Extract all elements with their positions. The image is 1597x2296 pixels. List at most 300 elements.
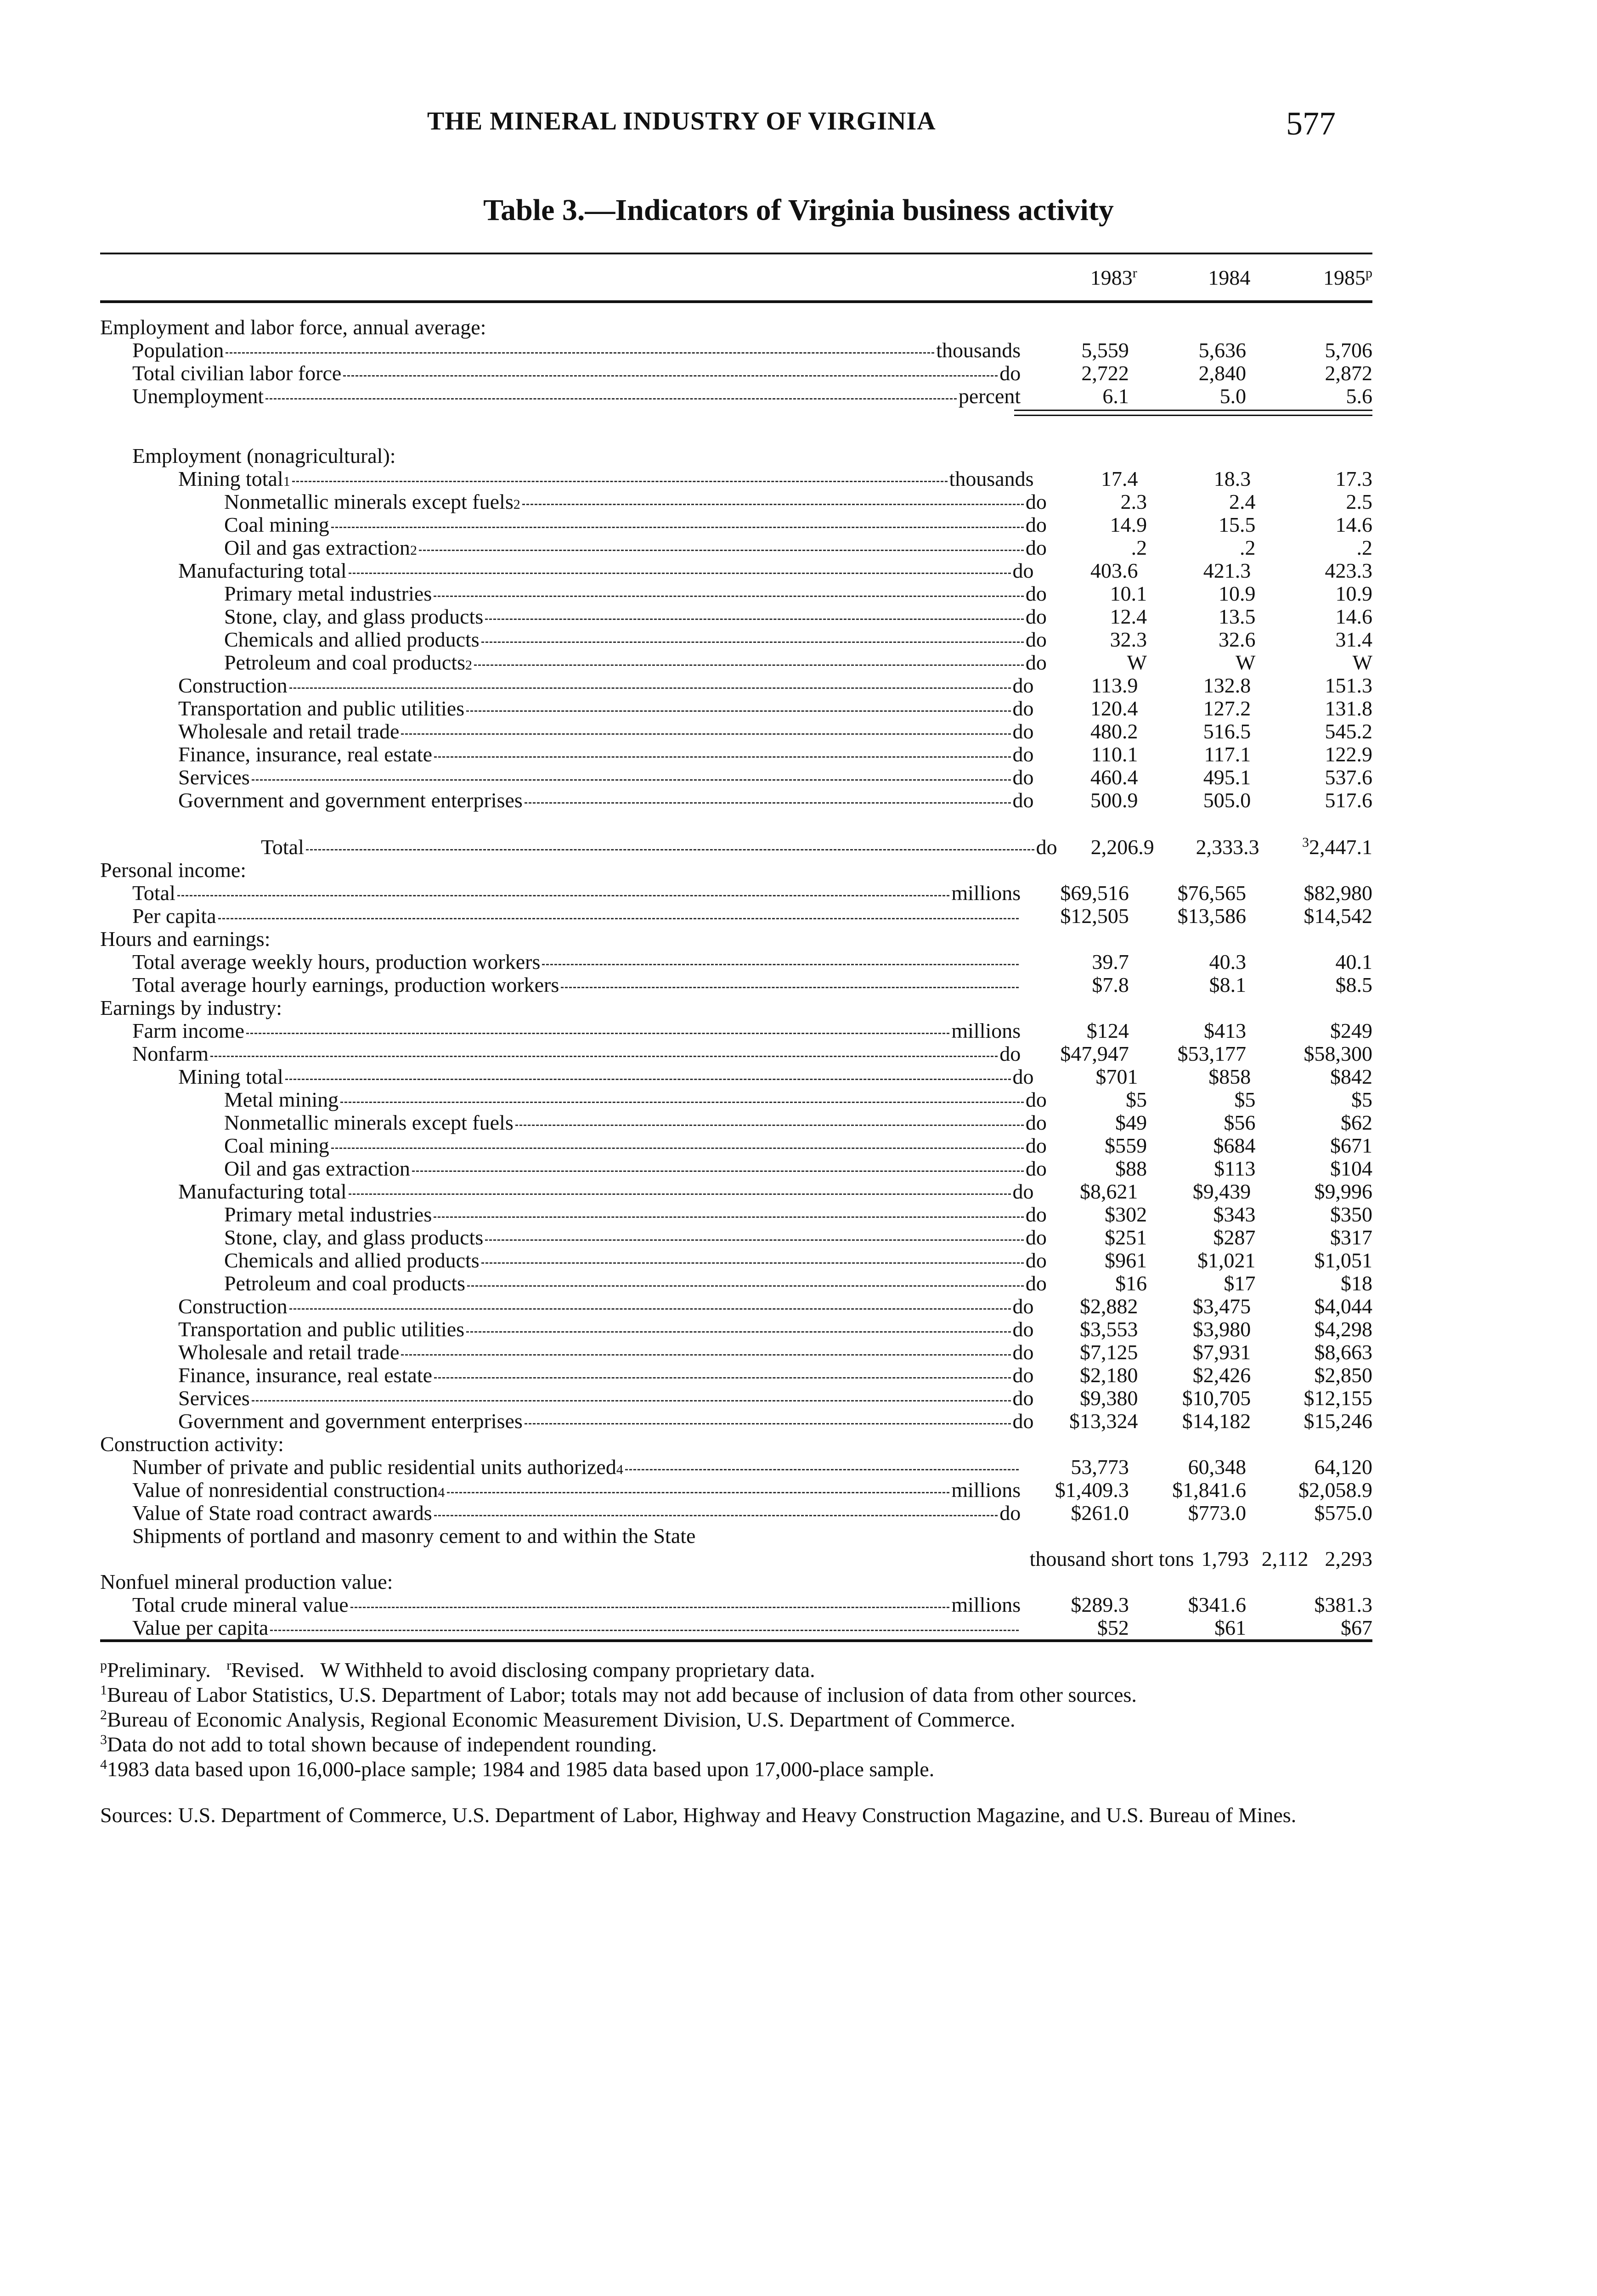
row-unit: do <box>1025 651 1047 674</box>
cell-1983 <box>1021 951 1129 974</box>
row-label <box>100 1180 1034 1203</box>
dot-leader <box>349 1193 1011 1195</box>
row-label-text: Metal mining <box>224 1088 339 1111</box>
cell-value: $5 <box>1234 1088 1256 1111</box>
cell-1984 <box>1147 582 1255 605</box>
dot-leader <box>401 1354 1010 1356</box>
table-row <box>100 490 1372 513</box>
row-label <box>100 1548 1194 1570</box>
dot-leader <box>474 664 1024 666</box>
cell-value: $9,996 <box>1314 1180 1372 1203</box>
table-row <box>100 362 1372 385</box>
cell-value: $7,931 <box>1192 1340 1251 1364</box>
cell-1984 <box>1138 1318 1251 1341</box>
table-row <box>100 628 1372 651</box>
cell-1984 <box>1154 836 1259 859</box>
table-row <box>100 905 1372 928</box>
row-label <box>100 905 1021 928</box>
page-number: 577 <box>1286 105 1336 142</box>
row-unit: do <box>1025 582 1047 605</box>
cell-1985 <box>1251 1410 1372 1433</box>
row-unit: do <box>1025 1111 1047 1134</box>
table-row <box>100 1341 1372 1364</box>
cell-1984 <box>1138 743 1251 766</box>
cell-value: 32.6 <box>1218 628 1256 651</box>
table-title: Table 3.—Indicators of Virginia business activity <box>483 193 1114 227</box>
cell-1985 <box>1251 766 1372 789</box>
cell-value: 480.2 <box>1090 720 1138 743</box>
cell-1985 <box>1246 362 1372 385</box>
cell-1985 <box>1255 605 1372 628</box>
cell-1983 <box>1034 1341 1138 1364</box>
row-label-text: Primary metal industries <box>224 582 432 605</box>
cell-value: $1,021 <box>1197 1249 1256 1272</box>
table-row <box>100 789 1372 812</box>
cell-1983 <box>1034 720 1138 743</box>
row-label <box>100 1341 1034 1364</box>
cell-1984 <box>1147 605 1255 628</box>
cell-1983 <box>1021 1456 1129 1479</box>
row-label-text: Employment (nonagricultural): <box>132 445 396 467</box>
row-label-text: Nonmetallic minerals except fuels <box>224 1111 514 1134</box>
cell-1983 <box>1021 1593 1129 1616</box>
row-label-text: Wholesale and retail trade <box>178 720 400 743</box>
cell-1984 <box>1129 1456 1246 1479</box>
row-label <box>100 559 1034 582</box>
cell-1984 <box>1147 1088 1255 1111</box>
row-label-text: Manufacturing total <box>178 1180 347 1203</box>
cell-value: $251 <box>1105 1226 1147 1249</box>
row-unit: do <box>1025 536 1047 559</box>
row-unit: do <box>1025 1249 1047 1272</box>
row-label: Petroleum and coal products 2 do <box>224 651 1047 674</box>
cell-1985 <box>1255 1203 1372 1226</box>
row-unit: millions <box>951 1593 1021 1616</box>
cell-value: $47,947 <box>1060 1042 1129 1065</box>
cell-value: 17.4 <box>1100 467 1138 490</box>
cell-value: 5.0 <box>1219 384 1247 408</box>
dot-leader <box>525 802 1011 804</box>
dot-leader <box>210 1056 998 1057</box>
row-unit: do <box>1025 513 1047 536</box>
row-label-text: Population <box>132 339 224 362</box>
row-unit: do <box>1012 1364 1034 1387</box>
cell-value: 421.3 <box>1203 559 1251 582</box>
dot-leader <box>265 398 957 400</box>
cell-value: $317 <box>1330 1226 1372 1249</box>
cell-1985 <box>1251 1180 1372 1203</box>
cell-value: $62 <box>1341 1111 1372 1134</box>
cell-value: W <box>1236 651 1256 674</box>
row-unit: do <box>1012 720 1034 743</box>
cell-value: 2,293 <box>1325 1547 1372 1570</box>
row-label: Number of private and public residential units authorized 4 <box>100 1456 1021 1479</box>
cell-1983 <box>1021 385 1129 408</box>
dot-leader <box>270 1630 1019 1631</box>
cell-value: $14,542 <box>1304 904 1372 928</box>
row-label <box>100 1318 1034 1341</box>
cell-1985 <box>1309 1548 1372 1570</box>
row-unit: thousands <box>936 339 1021 362</box>
cell-value: 14.9 <box>1110 513 1147 536</box>
row-label <box>100 674 1034 697</box>
cell-value: $961 <box>1105 1249 1147 1272</box>
cell-value: $343 <box>1213 1203 1256 1226</box>
row-label-text: Petroleum and coal products <box>224 1272 466 1295</box>
cell-value: $5 <box>1351 1088 1372 1111</box>
cell-value: $1,409.3 <box>1055 1478 1129 1502</box>
cell-value: $49 <box>1115 1111 1147 1134</box>
cell-value: 423.3 <box>1325 559 1372 582</box>
dot-leader <box>522 504 1024 505</box>
table-notes <box>100 1658 1372 1828</box>
row-label-text: Value per capita <box>132 1616 269 1639</box>
cell-1983 <box>1047 1157 1147 1180</box>
cell-1983 <box>1034 766 1138 789</box>
dot-leader <box>561 987 1019 988</box>
cell-value: 1,793 <box>1201 1547 1249 1570</box>
cell-value: $3,475 <box>1192 1294 1251 1318</box>
row-label-text: Finance, insurance, real estate <box>178 743 433 766</box>
dot-leader <box>542 964 1019 965</box>
table-row <box>100 928 1372 951</box>
cell-value: W <box>1352 651 1372 674</box>
dot-leader <box>434 1216 1024 1218</box>
row-label <box>100 1593 1021 1616</box>
cell-value: $3,553 <box>1079 1317 1138 1341</box>
row-label-text: Total civilian labor force <box>132 362 342 385</box>
cell-1983 <box>1047 1226 1147 1249</box>
cell-value: $12,505 <box>1060 904 1129 928</box>
cell-value: 10.1 <box>1110 582 1147 605</box>
cell-value: $249 <box>1330 1019 1372 1042</box>
cell-1985 <box>1255 1249 1372 1272</box>
row-label <box>100 1364 1034 1387</box>
table-row <box>100 1065 1372 1088</box>
cell-1984 <box>1138 1410 1251 1433</box>
row-label-text: Stone, clay, and glass products <box>224 1226 484 1249</box>
cell-1984 <box>1147 1249 1255 1272</box>
row-unit: do <box>1012 1410 1034 1433</box>
cell-value: $124 <box>1086 1019 1129 1042</box>
dot-leader <box>419 550 1024 551</box>
row-label-text: Mining total <box>178 467 283 490</box>
cell-value: $15,246 <box>1304 1409 1372 1433</box>
cell-1984 <box>1129 1616 1246 1639</box>
cell-value: $5 <box>1126 1088 1147 1111</box>
cell-1985 <box>1251 697 1372 720</box>
cell-1983 <box>1021 339 1129 362</box>
cell-value: 495.1 <box>1203 765 1251 789</box>
row-label <box>100 513 1047 536</box>
cell-1984 <box>1147 651 1255 674</box>
table-row <box>100 951 1372 974</box>
row-unit: do <box>1012 789 1034 812</box>
row-label <box>100 1295 1034 1318</box>
cell-1985 <box>1255 490 1372 513</box>
cell-value: $684 <box>1213 1134 1256 1157</box>
cell-1983 <box>1047 1134 1147 1157</box>
cell-1983 <box>1034 1410 1138 1433</box>
cell-1985 <box>1246 1593 1372 1616</box>
row-label-text: Government and government enterprises <box>178 1410 523 1433</box>
table-bottom-rule <box>100 1639 1372 1642</box>
cell-value: $52 <box>1097 1616 1129 1639</box>
section-rule <box>1014 410 1372 416</box>
table-row <box>100 1134 1372 1157</box>
cell-value: 40.1 <box>1335 950 1372 974</box>
row-label-text: Services <box>178 766 250 789</box>
cell-1985 <box>1246 951 1372 974</box>
cell-1985 <box>1255 582 1372 605</box>
row-label <box>100 1616 1021 1639</box>
cell-value: $61 <box>1214 1616 1247 1639</box>
table-row <box>100 536 1372 559</box>
cell-1985 <box>1251 1364 1372 1387</box>
cell-value: .2 <box>1131 536 1147 559</box>
row-unit: do <box>1012 743 1034 766</box>
row-unit: percent <box>958 385 1021 408</box>
table-row <box>100 1502 1372 1525</box>
row-spacer <box>100 812 1372 836</box>
cell-value: $13,586 <box>1177 904 1247 928</box>
cell-1983 <box>1034 1065 1138 1088</box>
row-label <box>100 605 1047 628</box>
row-label-text: Chemicals and allied products <box>224 1249 480 1272</box>
row-label: Nonmetallic minerals except fuels 2 do <box>224 490 1047 513</box>
row-unit: do <box>1025 628 1047 651</box>
cell-value: 2,722 <box>1081 361 1129 385</box>
cell-value: $858 <box>1208 1065 1251 1088</box>
row-label <box>100 766 1034 789</box>
cell-1983 <box>1034 467 1138 490</box>
cell-value: 2.4 <box>1229 490 1256 513</box>
cell-value: $8,621 <box>1079 1180 1138 1203</box>
cell-value: 127.2 <box>1203 697 1251 720</box>
cell-1984 <box>1129 905 1246 928</box>
table-row <box>100 720 1372 743</box>
cell-1984 <box>1138 720 1251 743</box>
dot-leader <box>515 1125 1024 1126</box>
cell-1983 <box>1047 490 1147 513</box>
row-label-text: Shipments of portland and masonry cement to and within the State <box>132 1525 696 1548</box>
table-row <box>100 1570 1372 1593</box>
row-label-text: Total average weekly hours, production workers <box>132 951 541 974</box>
dot-leader <box>343 375 998 377</box>
table-row <box>100 1616 1372 1639</box>
table-row <box>100 513 1372 536</box>
cell-1983 <box>1047 1272 1147 1295</box>
cell-1984 <box>1147 1272 1255 1295</box>
cell-1985 <box>1255 1134 1372 1157</box>
cell-1984 <box>1138 559 1251 582</box>
table-row <box>100 1548 1372 1570</box>
cell-1984 <box>1147 1226 1255 1249</box>
sources-note: Sources: U.S. Department of Commerce, U.S. Department of Labor, Highway and Heavy Construction Magazine, and U.S. Bureau of Mines. <box>100 1803 1297 1827</box>
row-label-text: Construction <box>178 674 288 697</box>
cell-1984 <box>1147 536 1255 559</box>
row-label <box>100 789 1034 812</box>
cell-1985 <box>1246 1456 1372 1479</box>
cell-value: 6.1 <box>1102 384 1129 408</box>
cell-value: $10,705 <box>1182 1386 1251 1410</box>
row-label-text: Hours and earnings: <box>100 928 271 951</box>
table-row <box>100 1410 1372 1433</box>
cell-1983 <box>1034 1387 1138 1410</box>
dot-leader <box>467 1285 1024 1287</box>
row-label <box>100 1525 1021 1548</box>
cell-value: $7,125 <box>1079 1340 1138 1364</box>
dot-leader <box>485 1239 1024 1241</box>
row-unit: do <box>1025 605 1047 628</box>
row-label <box>100 385 1021 408</box>
dot-leader <box>466 1331 1010 1333</box>
column-header-1984: 1984 <box>1208 265 1251 289</box>
row-label <box>100 836 1057 859</box>
cell-value: 64,120 <box>1314 1455 1372 1479</box>
table-row <box>100 1042 1372 1065</box>
cell-value: 14.6 <box>1335 513 1372 536</box>
row-label <box>100 1433 1005 1456</box>
cell-1984 <box>1138 766 1251 789</box>
cell-1985 <box>1246 1502 1372 1525</box>
dot-leader <box>331 527 1024 528</box>
cell-1985 <box>1246 1019 1372 1042</box>
cell-value: 110.1 <box>1091 743 1138 766</box>
row-unit: millions <box>951 1479 1021 1502</box>
cell-value: $7.8 <box>1092 973 1129 996</box>
cell-value: 2.3 <box>1120 490 1147 513</box>
note-2: $^2$Bureau of Economic Analysis, Regional Economic Measurement Division, U.S. Department of Commerce. <box>100 1707 1016 1731</box>
cell-value: $9,380 <box>1079 1386 1138 1410</box>
cell-value: $8.1 <box>1209 973 1247 996</box>
cell-value: 2,872 <box>1325 361 1372 385</box>
cell-value: $9,439 <box>1192 1180 1251 1203</box>
cell-value: 120.4 <box>1090 697 1138 720</box>
dot-leader <box>218 918 1019 919</box>
cell-1983 <box>1047 605 1147 628</box>
cell-value: .2 <box>1239 536 1256 559</box>
table-row <box>100 766 1372 789</box>
row-label: Oil and gas extraction 2 do <box>224 536 1047 559</box>
row-label-text: Wholesale and retail trade <box>178 1341 400 1364</box>
dot-leader <box>434 1377 1011 1379</box>
table-row <box>100 339 1372 362</box>
row-label-text: Government and government enterprises <box>178 789 523 812</box>
row-label-text: Value of nonresidential construction <box>132 1479 438 1502</box>
cell-1985 <box>1246 882 1372 905</box>
cell-value: 505.0 <box>1203 788 1251 812</box>
row-label <box>100 1226 1047 1249</box>
row-unit: do <box>1036 836 1057 859</box>
cell-value: 122.9 <box>1325 743 1372 766</box>
row-label-text: Oil and gas extraction <box>224 1157 410 1180</box>
cell-1984 <box>1138 1341 1251 1364</box>
cell-1984 <box>1138 697 1251 720</box>
row-unit: do <box>1025 1272 1047 1295</box>
cell-value: $53,177 <box>1177 1042 1247 1065</box>
cell-1984 <box>1138 467 1251 490</box>
row-label <box>100 996 1005 1019</box>
row-label <box>100 1249 1047 1272</box>
cell-1984 <box>1138 1065 1251 1088</box>
cell-1985 <box>1251 467 1372 490</box>
row-label-text: Services <box>178 1387 250 1410</box>
cell-1983 <box>1194 1548 1249 1570</box>
cell-1983 <box>1034 1364 1138 1387</box>
cell-1984 <box>1129 882 1246 905</box>
cell-1983 <box>1034 1318 1138 1341</box>
cell-value: $67 <box>1341 1616 1372 1639</box>
cell-value: $2,058.9 <box>1298 1478 1372 1502</box>
row-label-text: Construction activity: <box>100 1433 284 1456</box>
dot-leader <box>625 1469 1019 1470</box>
cell-value: 10.9 <box>1218 582 1256 605</box>
cell-value: 117.1 <box>1204 743 1251 766</box>
row-unit: do <box>1012 559 1034 582</box>
row-label <box>100 1019 1021 1042</box>
cell-1985 <box>1251 1341 1372 1364</box>
cell-1985 <box>1251 1295 1372 1318</box>
cell-value: $671 <box>1330 1134 1372 1157</box>
cell-1983 <box>1021 1019 1129 1042</box>
cell-1985 <box>1251 1065 1372 1088</box>
row-label-text: Nonfuel mineral production value: <box>100 1570 393 1593</box>
table-row <box>100 1387 1372 1410</box>
row-label-text: Total <box>261 836 304 859</box>
table-row <box>100 1593 1372 1616</box>
cell-value: 516.5 <box>1203 720 1251 743</box>
table-row <box>100 974 1372 996</box>
row-label-text: Total crude mineral value <box>132 1593 349 1616</box>
row-label <box>100 1157 1047 1180</box>
cell-1984 <box>1129 385 1246 408</box>
row-label <box>100 628 1047 651</box>
table-row <box>100 1272 1372 1295</box>
row-label <box>100 882 1021 905</box>
cell-1983 <box>1047 1249 1147 1272</box>
dot-leader <box>177 895 950 896</box>
cell-1985 <box>1259 836 1372 859</box>
row-label-text: Transportation and public utilities <box>178 1318 465 1341</box>
row-label-text: Number of private and public residential units authorized <box>132 1456 616 1479</box>
table-row <box>100 1019 1372 1042</box>
row-label <box>100 1272 1047 1295</box>
row-unit: do <box>999 1502 1021 1525</box>
cell-1983 <box>1021 1616 1129 1639</box>
row-label <box>100 1042 1021 1065</box>
row-label: Mining total 1 thousands <box>178 467 1034 490</box>
cell-value: 537.6 <box>1325 765 1372 789</box>
cell-value: $289.3 <box>1071 1593 1129 1616</box>
footnote-marker: 3 <box>1302 835 1309 850</box>
cell-1985 <box>1246 1616 1372 1639</box>
row-label-text: Total average hourly earnings, production workers <box>132 974 559 996</box>
table-row <box>100 1157 1372 1180</box>
cell-1983 <box>1047 1203 1147 1226</box>
table-row <box>100 1111 1372 1134</box>
cell-value: $773.0 <box>1188 1501 1247 1525</box>
dot-leader <box>447 1492 950 1493</box>
row-label-text: Nonmetallic minerals except fuels <box>224 490 514 513</box>
cell-1983 <box>1047 628 1147 651</box>
row-label-text: Coal mining <box>224 1134 329 1157</box>
cell-1984 <box>1138 674 1251 697</box>
cell-value: 40.3 <box>1209 950 1247 974</box>
row-label <box>100 1387 1034 1410</box>
row-label <box>100 1502 1021 1525</box>
cell-value: 545.2 <box>1325 720 1372 743</box>
